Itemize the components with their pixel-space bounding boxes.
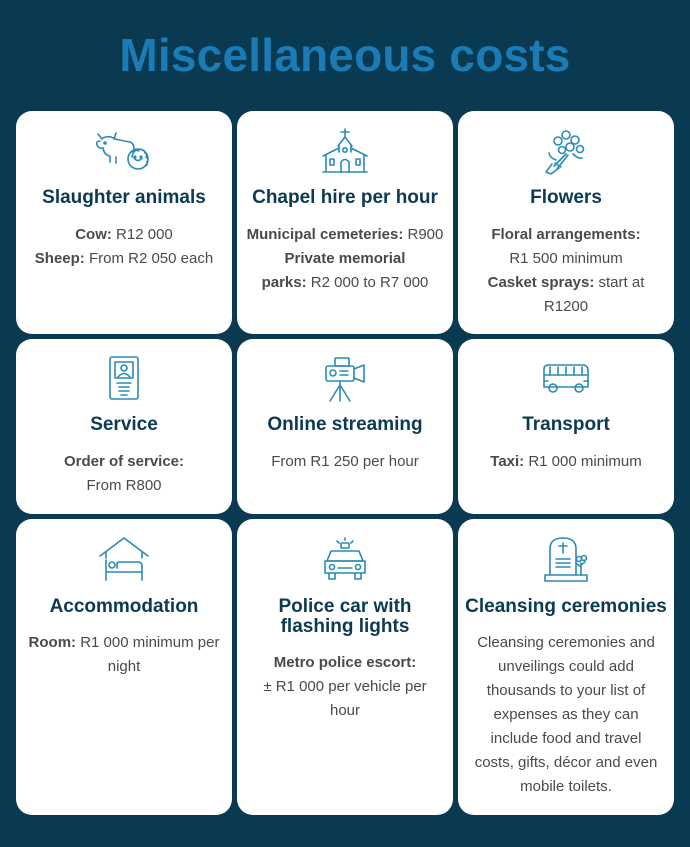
card-transport [458, 339, 674, 514]
cost-line: ± R1 000 per vehicle per [263, 678, 427, 695]
text-line: mobile toilets. [520, 778, 612, 795]
text-line: thousands to your list of [486, 682, 646, 699]
cost-line: Cow: R12 000 [75, 226, 173, 243]
card-police-car [237, 519, 453, 815]
card-body [22, 223, 226, 271]
card-slaughter-animals [16, 111, 232, 334]
bus-icon [458, 363, 674, 395]
chapel-icon [237, 128, 453, 174]
card-body [464, 631, 668, 799]
bed-house-icon [16, 536, 232, 582]
card-title: Flowers [530, 187, 602, 208]
card-online-streaming [237, 339, 453, 514]
cost-line: Order of service: [63, 453, 185, 470]
cost-line: Metro police escort: [273, 654, 417, 671]
cost-line: R1 500 minimum [509, 250, 623, 267]
order-of-service-icon [16, 355, 232, 401]
card-chapel-hire [237, 111, 453, 334]
text-line: costs, gifts, décor and even [474, 754, 658, 771]
cost-line: Casket sprays: start at [487, 274, 645, 291]
card-cleansing-ceremonies [458, 519, 674, 815]
cost-line: From R1 250 per hour [271, 453, 419, 470]
cost-line: Room: R1 000 minimum per [28, 634, 220, 651]
cost-line: From R800 [86, 477, 162, 494]
card-title: Cleansing ceremonies [465, 596, 667, 617]
text-line: Cleansing ceremonies and [477, 634, 655, 651]
card-body [22, 450, 226, 498]
page-title: Miscellaneous costs [119, 29, 571, 81]
card-body [464, 223, 668, 319]
video-camera-icon [237, 355, 453, 403]
text-line: include food and travel [490, 730, 642, 747]
card-title: Transport [522, 414, 610, 435]
cost-line: Sheep: From R2 050 each [34, 250, 214, 267]
card-flowers [458, 111, 674, 334]
flowers-icon [458, 128, 674, 176]
text-line: unveilings could add [498, 658, 634, 675]
card-title: Online streaming [267, 414, 423, 435]
text-line: expenses as they can [493, 706, 639, 723]
card-body [243, 450, 447, 474]
cost-line: Taxi: R1 000 minimum [490, 453, 642, 470]
card-accommodation [16, 519, 232, 815]
cow-sheep-icon [16, 129, 232, 175]
card-body [243, 651, 447, 723]
card-body [464, 450, 668, 474]
gravestone-icon [458, 535, 674, 583]
cost-line: hour [329, 702, 361, 719]
card-body [243, 223, 447, 295]
card-service [16, 339, 232, 514]
cost-line: Floral arrangements: [491, 226, 641, 243]
cost-line: Private memorial [284, 250, 406, 267]
cost-line: night [107, 658, 141, 675]
cost-line: Municipal cemeteries: R900 [246, 226, 444, 243]
card-title: Accommodation [49, 596, 199, 617]
cost-line: parks: R2 000 to R7 000 [261, 274, 429, 291]
card-title: Slaughter animals [42, 187, 206, 208]
card-title: Service [90, 414, 158, 435]
card-body [22, 631, 226, 679]
card-title: Chapel hire per hour [252, 187, 438, 208]
cost-line: R1200 [543, 298, 589, 315]
police-car-icon [237, 537, 453, 581]
card-title: Police car with flashing lights [278, 596, 412, 637]
